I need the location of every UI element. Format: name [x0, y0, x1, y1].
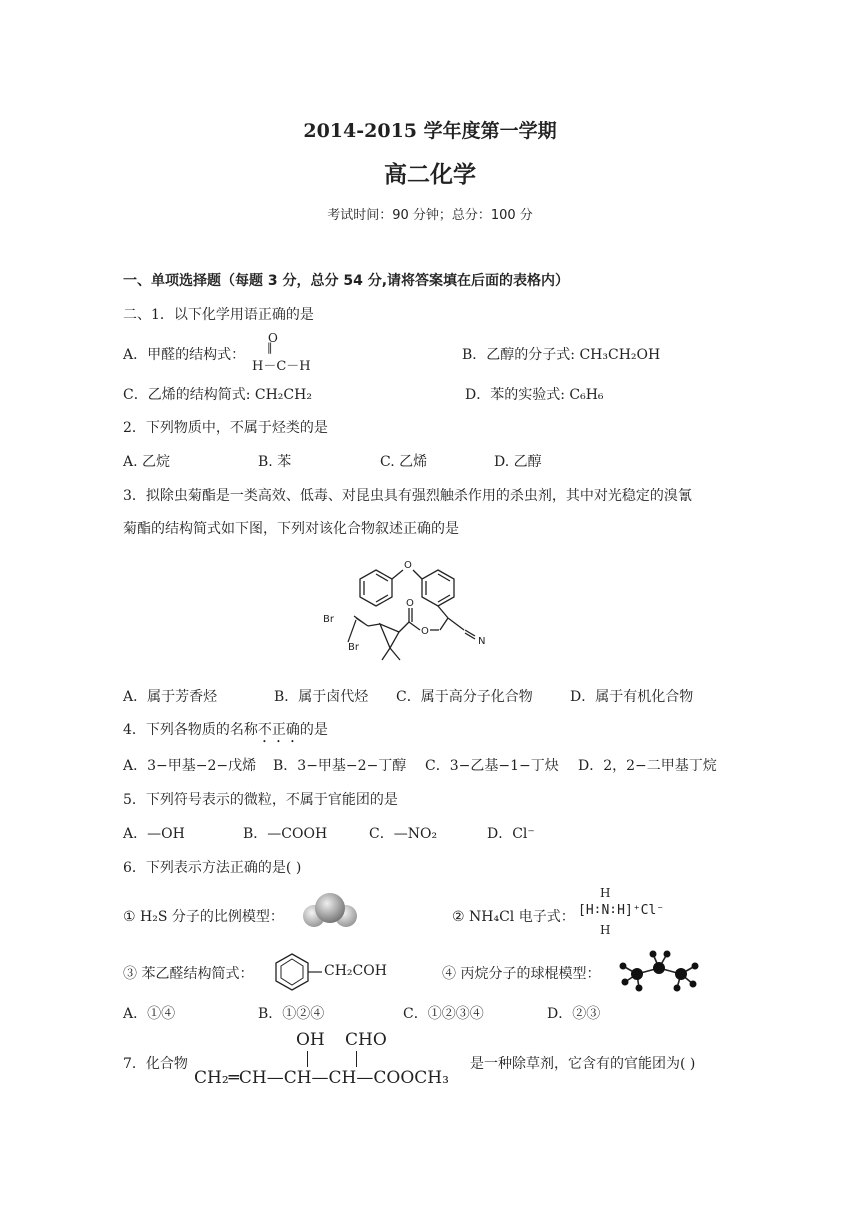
q4-stem-emphasis: 不正确: [257, 722, 300, 738]
struct-label-br1: Br: [323, 614, 334, 625]
cyclopropane-ring: [380, 624, 399, 648]
benzene-ring-icon: [272, 950, 324, 992]
q2-option-b: B. 苯: [258, 454, 292, 470]
nh4cl-h-top: H: [600, 886, 611, 900]
q6-option-b: B．①②④: [258, 1006, 325, 1022]
q7-main-chain: CH₂═CH—CH—CH—COOCH₃: [194, 1068, 449, 1088]
q2-option-a: A. 乙烷: [123, 454, 171, 470]
q4-option-c: C．3−乙基−1−丁炔: [425, 758, 559, 774]
q1-option-c: C．乙烯的结构简式: CH₂CH₂: [123, 387, 312, 403]
q3-option-a: A．属于芳香烃: [123, 689, 218, 705]
struct-label-br2: Br: [348, 642, 359, 653]
q6-option-d: D．②③: [547, 1006, 601, 1022]
question-7-stem-pre: 7．化合物: [123, 1056, 188, 1072]
q7-bond-cho: [356, 1051, 357, 1067]
struct-label-n: N: [478, 636, 486, 647]
phenylacetaldehyde-group: CH₂COH: [324, 963, 387, 979]
q2-option-d: D. 乙醇: [494, 454, 542, 470]
question-3-stem-line2: 菊酯的结构简式如下图，下列对该化合物叙述正确的是: [123, 521, 459, 537]
question-6-stem: 6．下列表示方法正确的是( ): [123, 860, 302, 876]
struct-label-o3: O: [421, 626, 429, 637]
q7-branch-cho: CHO: [345, 1030, 387, 1050]
q6-item-4: ④ 丙烷分子的球棍模型：: [442, 966, 601, 982]
exam-year-term: 2014-2015 学年度第一学期: [303, 120, 557, 142]
q2-option-c: C. 乙烯: [380, 454, 428, 470]
question-5-stem: 5．下列符号表示的微粒，不属于官能团的是: [123, 792, 398, 808]
q4-option-d: D．2，2−二甲基丁烷: [578, 758, 717, 774]
q4-option-a: A．3−甲基−2−戊烯: [123, 758, 257, 774]
q5-option-b: B．—COOH: [243, 826, 328, 842]
q4-option-b: B．3−甲基−2−丁醇: [273, 758, 407, 774]
q4-stem-pre: 4．下列各物质的名称: [123, 722, 258, 738]
q1-formula-o: O: [268, 331, 278, 345]
q1-option-a: A．甲醛的结构式：: [123, 347, 246, 363]
struct-label-o2: O: [406, 598, 414, 609]
question-7-stem-post: 是一种除草剂，它含有的官能团为( ): [470, 1056, 696, 1072]
q3-option-d: D．属于有机化合物: [570, 689, 694, 705]
q1-formula-double-bond: ‖: [267, 341, 273, 354]
question-2-stem: 2．下列物质中，不属于烃类的是: [123, 420, 328, 436]
struct-label-o: O: [404, 560, 412, 571]
q1-formula-line: H－C－H: [252, 359, 311, 374]
exam-info: 考试时间：90 分钟；总分：100 分: [327, 208, 533, 223]
question-3-stem-line1: 3．拟除虫菊酯是一类高效、低毒、对昆虫具有强烈触杀作用的杀虫剂，其中对光稳定的溴氰: [123, 488, 692, 504]
q1-option-d: D．苯的实验式: C₆H₆: [465, 387, 604, 403]
q3-option-b: B．属于卤代烃: [274, 689, 369, 705]
q6-option-c: C．①②③④: [403, 1006, 484, 1022]
q5-option-a: A．—OH: [123, 826, 185, 842]
ether-bond-left: [392, 570, 403, 579]
q3-option-c: C．属于高分子化合物: [396, 689, 533, 705]
q6-item-2: ② NH₄Cl 电子式：: [452, 909, 575, 925]
h2s-space-filling-model: [300, 890, 360, 934]
right-benzene-ring: [422, 570, 454, 606]
q7-bond-oh: [307, 1051, 308, 1067]
nh4cl-h-bottom: H: [600, 923, 611, 937]
q6-item-1: ① H₂S 分子的比例模型：: [123, 909, 284, 925]
q7-branch-oh: OH: [296, 1030, 325, 1050]
nh4cl-electron-formula: [H∶N∶H]⁺Cl⁻: [578, 903, 665, 918]
q5-option-d: D．Cl⁻: [487, 826, 535, 842]
propane-ball-stick-model: [615, 948, 701, 994]
q5-option-c: C．—NO₂: [369, 826, 438, 842]
exam-subject-title: 高二化学: [384, 161, 476, 188]
q6-item-3: ③ 苯乙醛结构简式：: [123, 966, 254, 982]
q4-stem-post: 的是: [299, 722, 328, 738]
question-4-stem: [123, 719, 328, 746]
deltamethrin-structure: [318, 552, 508, 682]
question-1-stem: 二、1．以下化学用语正确的是: [123, 307, 314, 323]
q6-option-a: A．①④: [123, 1006, 176, 1022]
q1-option-b: B．乙醇的分子式: CH₃CH₂OH: [462, 347, 661, 363]
left-benzene-ring: [360, 570, 392, 606]
section-title: 一、单项选择题（每题 3 分，总分 54 分,请将答案填在后面的表格内）: [123, 273, 570, 289]
ether-bond-right: [413, 570, 422, 579]
